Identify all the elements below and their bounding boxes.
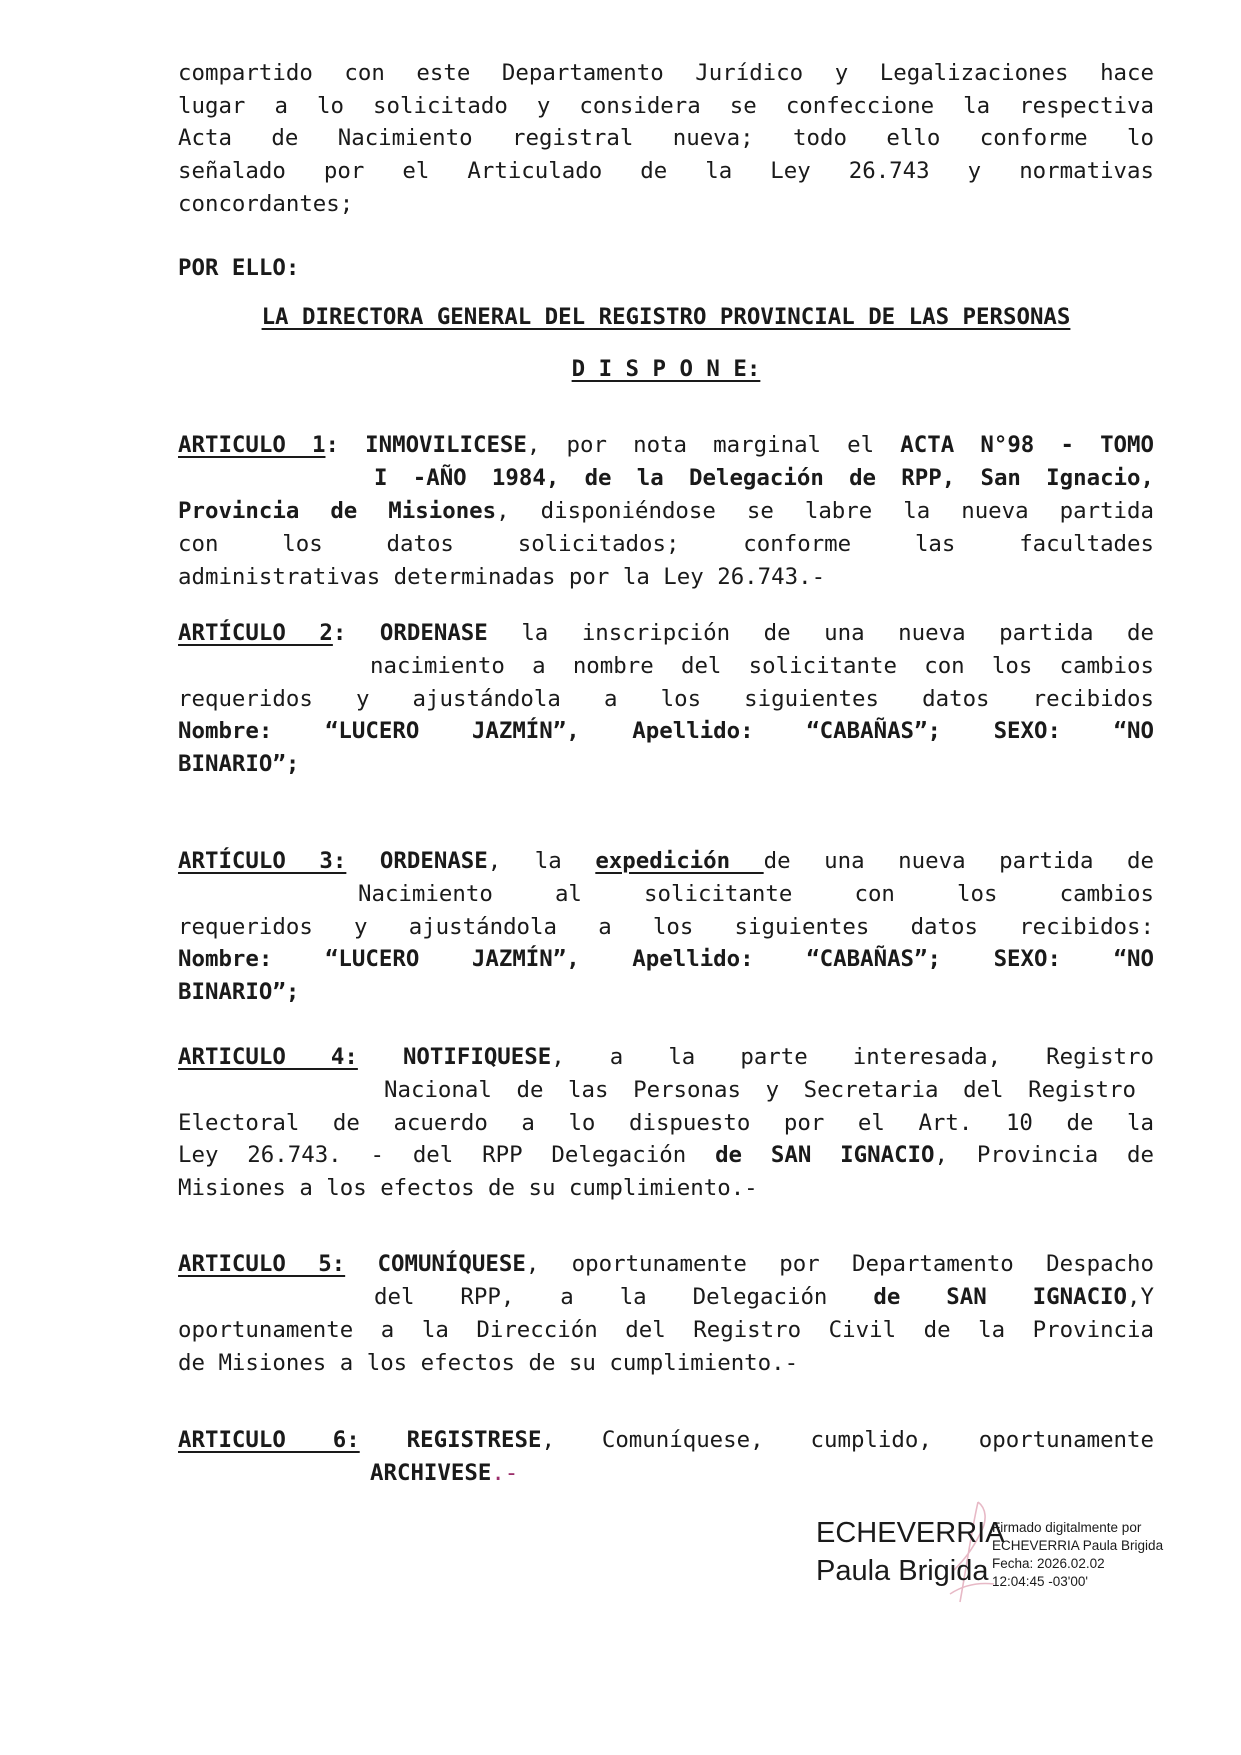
article-5-line-3: oportunamente a la Dirección del Registro Civil de la Provincia [178,1317,1154,1343]
article-1-line-1 [178,429,1154,462]
signature-caption-1: Firmado digitalmente por [992,1520,1142,1535]
article-2-line-2: nacimiento a nombre del solicitante con los cambios [370,653,1154,679]
article-5-line-4: de Misiones a los efectos de su cumplimiento.- [178,1350,799,1376]
article-1-provincia: Provincia de Misiones [178,498,497,524]
article-1-text-b: , disponiéndose se labre la nueva partida [496,498,1154,524]
article-1-line-4: con los datos solicitados; conforme las facultades [178,531,1154,557]
signature-caption-4: 12:04:45 -03'00' [992,1574,1088,1589]
article-1-sep: : [325,432,339,458]
intro-line-2: lugar a lo solicitado y considera se confeccione la respectiva [178,93,1154,119]
intro-line-4: señalado por el Articulado de la Ley 26.743 y normativas [178,158,1154,184]
dispone-row [178,353,1154,386]
article-2-line-4 [178,715,1154,748]
article-4-verb: NOTIFIQUESE [402,1044,552,1070]
article-3-line-4 [178,943,1154,976]
article-3-line-1 [178,845,1154,878]
article-2-label: ARTÍCULO 2 [178,620,333,646]
intro-line-1: compartido con este Departamento Jurídico y Legalizaciones hace [178,60,1154,86]
article-1-label: ARTICULO 1 [178,432,326,458]
article-5-place: de SAN IGNACIO [873,1284,1128,1310]
article-4-text-b: Ley 26.743. - del RPP Delegación [178,1142,716,1168]
article-5-label: ARTICULO 5: [178,1251,346,1277]
article-3-label: ARTÍCULO 3: [178,848,347,874]
article-2-text-a: la inscripción de una nueva partida de [487,620,1154,646]
article-4-line-2: Nacional de las Personas y Secretaria del Registro [384,1077,1136,1103]
article-6-line-2 [370,1457,1154,1490]
article-6-end-mark: .- [491,1460,519,1486]
article-2-data: Nombre: “LUCERO JAZMÍN”, Apellido: “CABAÑAS”; SEXO: “NO [178,718,1154,744]
article-2-data-end: BINARIO”; [178,751,300,777]
article-6-text-a: , Comuníquese, cumplido, oportunamente [541,1427,1154,1453]
article-1-tomo: I -AÑO 1984, de la Delegación de RPP, San Ignacio, [374,465,1154,491]
article-5-line-2 [374,1281,1154,1314]
article-6-label: ARTICULO 6: [178,1427,360,1453]
article-2-line-1 [178,617,1154,650]
authority-heading-row [178,301,1154,334]
article-3-line-5 [178,976,1154,1009]
article-3-data: Nombre: “LUCERO JAZMÍN”, Apellido: “CABAÑAS”; SEXO: “NO [178,946,1154,972]
article-3-line-2: Nacimiento al solicitante con los cambios [358,881,1154,907]
digital-signature [816,1502,1176,1622]
por-ello-label: POR ELLO: [178,255,300,281]
article-4-line-3: Electoral de acuerdo a lo dispuesto por el Art. 10 de la [178,1110,1154,1136]
article-2-sep: : [332,620,347,646]
intro-line-3: Acta de Nacimiento registral nueva; todo ello conforme lo [178,125,1154,151]
article-4-line-4 [178,1139,1154,1172]
article-6-archivese: ARCHIVESE [370,1460,492,1486]
article-1-line-2 [374,462,1154,495]
authority-heading: LA DIRECTORA GENERAL DEL REGISTRO PROVINCIAL DE LAS PERSONAS [261,304,1071,330]
article-3-text-a: , la [487,848,596,874]
signature-name-line-1: ECHEVERRIA [816,1517,1005,1549]
article-4-label: ARTICULO 4: [178,1044,358,1070]
article-3-data-end: BINARIO”; [178,979,300,1005]
dispone-heading: D I S P O N E: [571,356,761,382]
article-3-text-b: de una nueva partida de [763,848,1154,874]
article-1-line-5: administrativas determinadas por la Ley 26.743.- [178,564,826,590]
article-4-text-c: , Provincia de [934,1142,1154,1168]
article-5-text-b: del RPP, a la Delegación [374,1284,874,1310]
article-4-text-a: , a la parte interesada, Registro [551,1044,1154,1070]
intro-line-5: concordantes; [178,191,354,217]
article-3-expedicion: expedición [595,848,764,874]
signature-caption-2: ECHEVERRIA Paula Brigida [992,1538,1164,1553]
article-6-verb: REGISTRESE [406,1427,542,1453]
signature-name-line-2: Paula Brigida [816,1555,989,1587]
article-5-text-c: ,Y [1127,1284,1154,1310]
article-1-verb: INMOVILICESE [365,432,527,458]
article-2-verb: ORDENASE [379,620,488,646]
article-5-line-1 [178,1248,1154,1281]
article-4-place: de SAN IGNACIO [715,1142,935,1168]
article-5-text-a: , oportunamente por Departamento Despacho [525,1251,1154,1277]
article-1-line-3 [178,495,1154,528]
article-1-acta: ACTA N°98 - TOMO [900,432,1154,458]
article-5-verb: COMUNÍQUESE [377,1251,526,1277]
por-ello-row [178,252,1154,285]
signature-caption-3: Fecha: 2026.02.02 [992,1556,1105,1571]
article-1-text-a: , por nota marginal el [526,432,901,458]
article-4-line-5: Misiones a los efectos de su cumplimiento.- [178,1175,758,1201]
article-3-line-3: requeridos y ajustándola a los siguientes datos recibidos: [178,914,1154,940]
article-2-line-5 [178,748,1154,781]
article-2-line-3: requeridos y ajustándola a los siguientes datos recibidos [178,686,1154,712]
article-3-verb: ORDENASE [379,848,488,874]
article-4-line-1 [178,1041,1154,1074]
article-6-line-1 [178,1424,1154,1457]
